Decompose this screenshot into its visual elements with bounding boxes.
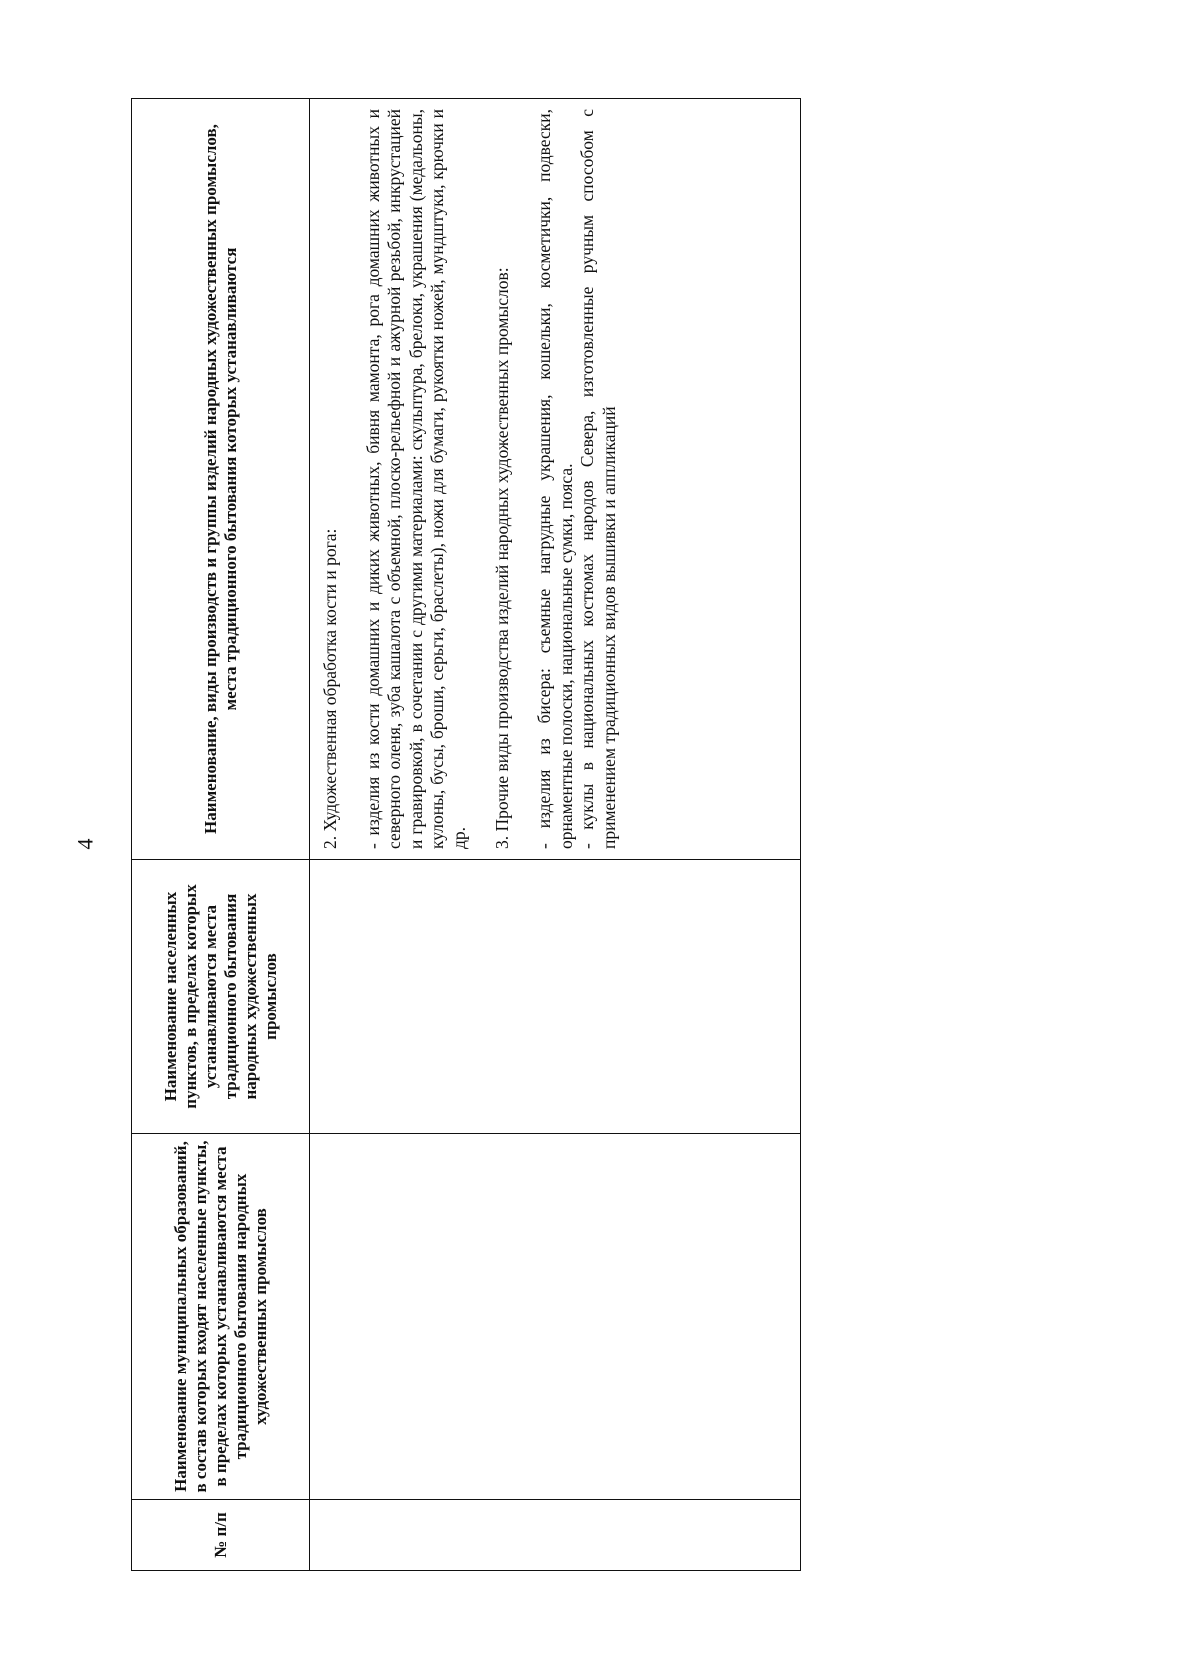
header-municipal: Наименование муниципальных образований, в состав которых входят населенные пункты, в пределах которых устанавливаются места традиционного бытования народных художественных промыслов: [132, 1134, 310, 1500]
cell-crafts: [310, 99, 801, 860]
rotated-table-wrapper: [131, 99, 801, 1571]
header-settlements: Наименование населенных пунктов, в пределах которых устанавливаются места традиционного бытования народных художественных промыслов: [132, 860, 310, 1134]
section3-title: 3. Прочие виды производства изделий народных художественных промыслов:: [491, 267, 512, 849]
section2-item: - изделия из кости домашних и диких животных, бивня мамонта, рога домашних животных и северного оленя, зуба кашалота с объемной, плоско-рельефной и ажурной резьбой, инкрустацией и гравировкой, в сочетании с другими материалами: скульптура, брелоки, украшения (медальоны, кулоны, бусы, броши, серьги, браслеты), ножи для бумаги, рукоятки ножей, мундштуки, крючки и др.: [362, 109, 469, 849]
section3-item-1: - изделия из бисера: съемные нагрудные украшения, кошельки, косметички, подвески, орнаментные полоски, национальные сумки, пояса.: [534, 109, 576, 849]
page-number: 4: [72, 838, 98, 850]
cell-municipal: [310, 1134, 801, 1500]
section3-item-2: - куклы в национальных костюмах народов Севера, изготовленные ручным способом с применением традиционных видов вышивки и аппликаций: [577, 109, 619, 849]
header-num: № п/п: [132, 1500, 310, 1571]
section2-title: 2. Художественная обработка кости и рога:: [320, 528, 340, 849]
cell-num: [310, 1500, 801, 1571]
cell-settlements: [310, 860, 801, 1134]
table-row: [310, 99, 801, 1571]
crafts-table: [131, 98, 801, 1571]
table-header-row: [132, 99, 310, 1571]
header-crafts: Наименование, виды производств и группы изделий народных художественных промыслов, места традиционного бытования которых устанавливаются: [132, 99, 310, 860]
